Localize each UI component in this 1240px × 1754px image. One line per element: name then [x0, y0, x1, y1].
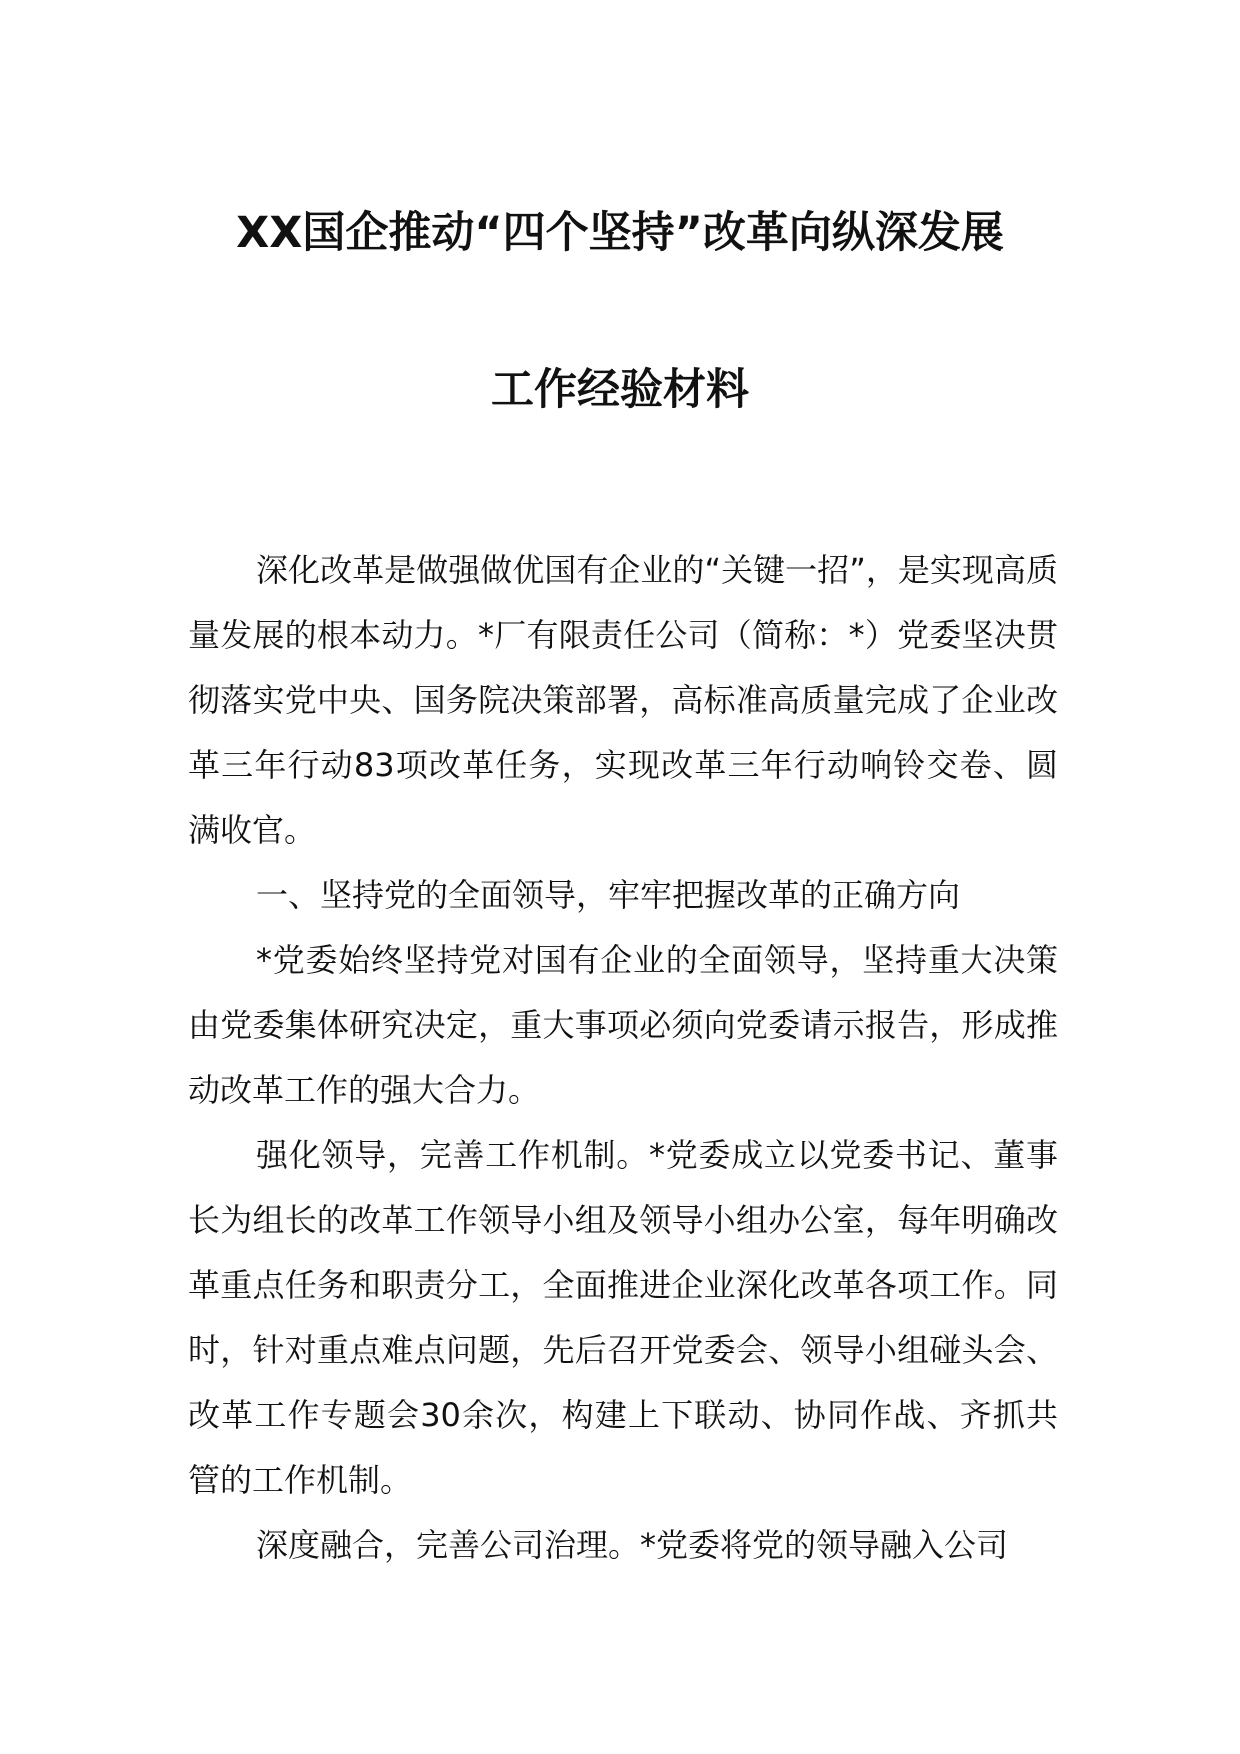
section-heading-1: 一、坚持党的全面领导，牢牢把握改革的正确方向: [256, 876, 961, 914]
document-body: [188, 538, 1058, 1578]
paragraph-intro: 深化改革是做强做优国有企业的“关键一招”，是实现高质量发展的根本动力。*厂有限责任公司（简称：*）党委坚决贯彻落实党中央、国务院决策部署，高标准高质量完成了企业改革三年行动83项改革任务，实现改革三年行动响铃交卷、圆满收官。: [188, 551, 1058, 849]
document-title-line-1: XX国企推动“四个坚持”改革向纵深发展: [236, 208, 1004, 258]
paragraph-strengthen-leadership: 强化领导，完善工作机制。*党委成立以党委书记、董事长为组长的改革工作领导小组及领导小组办公室，每年明确改革重点任务和职责分工，全面推进企业深化改革各项工作。同时，针对重点难点问题，先后召开党委会、领导小组碰头会、改革工作专题会30余次，构建上下联动、协同作战、齐抓共管的工作机制。: [188, 1136, 1058, 1499]
paragraph-deep-integration: 深度融合，完善公司治理。*党委将党的领导融入公司: [256, 1526, 1009, 1564]
paragraph-section-1-summary: *党委始终坚持党对国有企业的全面领导，坚持重大决策由党委集体研究决定，重大事项必须向党委请示报告，形成推动改革工作的强大合力。: [188, 941, 1058, 1109]
document-title-line-2: 工作经验材料: [491, 365, 749, 415]
